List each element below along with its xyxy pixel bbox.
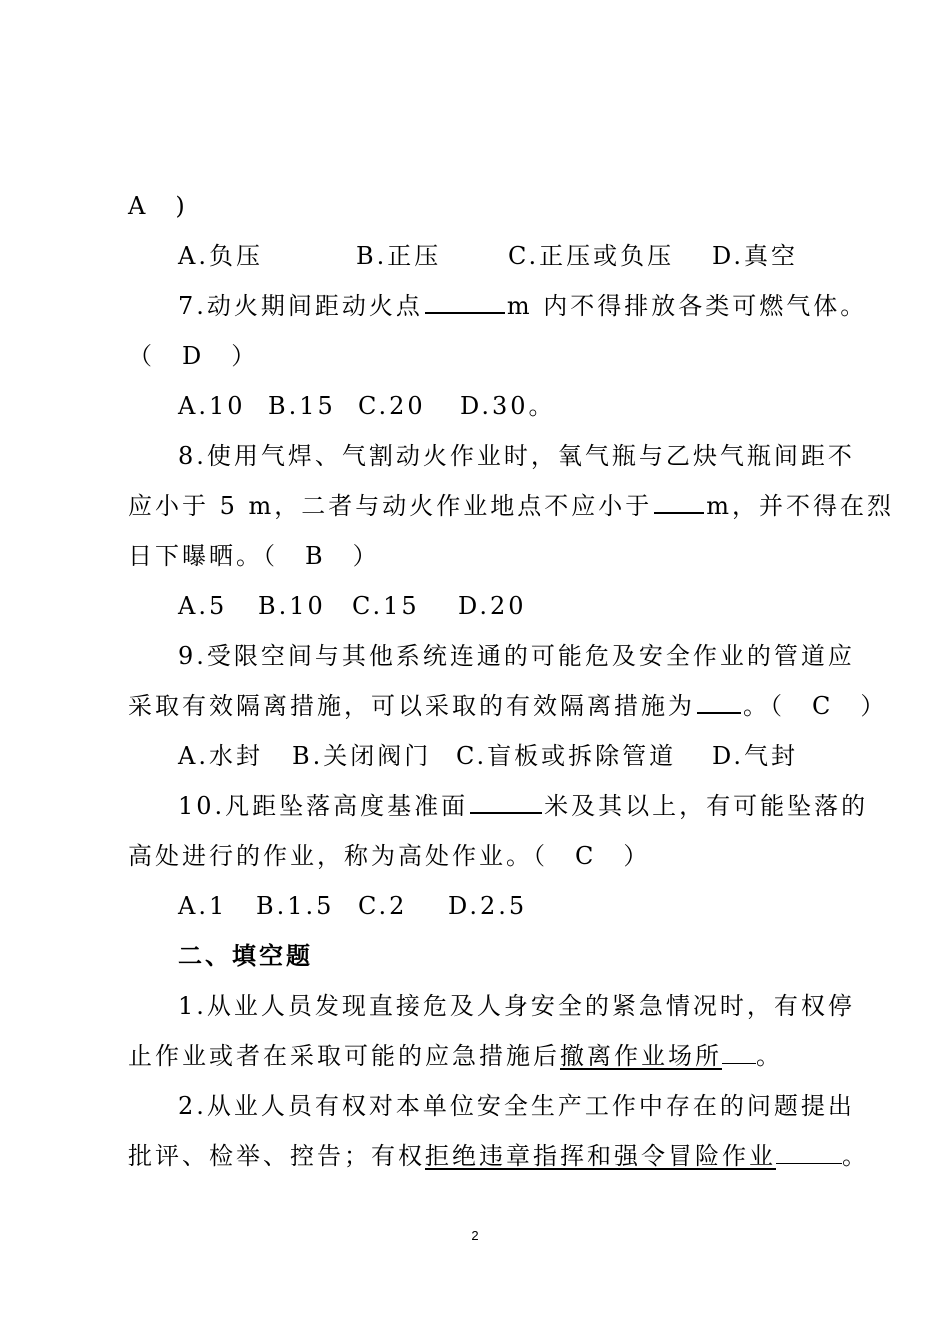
- q10-option-c: C.2: [358, 892, 408, 920]
- q8-blank: [654, 490, 704, 514]
- q10-line-2: 高处进行的作业，称为高处作业。（ C ）: [128, 842, 651, 870]
- q6-option-b: B.正压: [356, 242, 442, 270]
- q10-line-1: [0, 790, 950, 822]
- q9-blank: [697, 690, 741, 714]
- q8-option-b: B.10: [258, 592, 326, 620]
- f2-text-b: 。: [842, 1142, 869, 1170]
- q8-option-a: A.5: [178, 592, 228, 620]
- f2-line-1: 2.从业人员有权对本单位安全生产工作中存在的问题提出: [178, 1092, 855, 1120]
- q7-option-c: C.20: [358, 392, 426, 420]
- q10-blank: [470, 790, 542, 814]
- f2-answer: 拒绝违章指挥和强令冒险作业: [425, 1142, 776, 1170]
- q8-line-3: 日下曝晒。（ B ）: [128, 542, 380, 570]
- q7-option-a: A.10: [178, 392, 246, 420]
- q9-option-d: D.气封: [712, 742, 799, 770]
- q8-options: [0, 590, 950, 622]
- q6-answer-tail: A ): [128, 192, 188, 220]
- q7-blank: [425, 290, 505, 314]
- q9-line-2: [0, 690, 950, 722]
- q10-option-d: D.2.5: [448, 892, 528, 920]
- q9-line-1: 9.受限空间与其他系统连通的可能危及安全作业的管道应: [178, 642, 855, 670]
- f1-line-2: [0, 1040, 950, 1072]
- q10-option-b: B.1.5: [256, 892, 335, 920]
- q9-options: [0, 740, 950, 772]
- q9-option-c: C.盲板或拆除管道: [456, 742, 677, 770]
- q10-text-a: 10.凡距坠落高度基准面: [178, 792, 469, 820]
- page-number: 2: [471, 1228, 479, 1243]
- q9-text-a: 采取有效隔离措施，可以采取的有效隔离措施为: [128, 692, 695, 720]
- q9-option-b: B.关闭阀门: [292, 742, 432, 770]
- q6-options: [0, 240, 950, 272]
- q7-option-b: B.15: [268, 392, 336, 420]
- q10-options: [0, 890, 950, 922]
- q6-option-a: A.负压: [178, 242, 263, 270]
- f2-line-2: [0, 1140, 950, 1172]
- q7-options: [0, 390, 950, 422]
- q8-option-c: C.15: [352, 592, 420, 620]
- f1-text-b: 。: [756, 1042, 783, 1070]
- q8-text-b: m，并不得在烈: [706, 492, 895, 520]
- f2-answer-underline: [776, 1141, 842, 1164]
- q7-text-b: m 内不得排放各类可燃气体。: [506, 292, 868, 320]
- q8-text-a: 应小于 5 m，二者与动火作业地点不应小于: [128, 492, 653, 520]
- f1-answer-underline: [722, 1041, 756, 1064]
- q9-option-a: A.水封: [178, 742, 263, 770]
- f1-text-a: 止作业或者在采取可能的应急措施后: [128, 1042, 560, 1070]
- f2-text-a: 批评、检举、控告；有权: [128, 1142, 425, 1170]
- q7-option-d: D.30。: [460, 392, 556, 420]
- q10-text-b: 米及其以上，有可能坠落的: [544, 792, 869, 820]
- f1-answer: 撤离作业场所: [560, 1042, 722, 1070]
- q7-question: [0, 290, 950, 322]
- section-2-title: 二、填空题: [178, 942, 313, 970]
- q6-option-d: D.真空: [712, 242, 799, 270]
- q9-text-b: 。（ C ）: [743, 692, 888, 720]
- q7-answer: （ D ）: [128, 342, 259, 370]
- q8-line-1: 8.使用气焊、气割动火作业时，氧气瓶与乙炔气瓶间距不: [178, 442, 855, 470]
- q10-option-a: A.1: [178, 892, 228, 920]
- q6-option-c: C.正压或负压: [508, 242, 675, 270]
- q8-line-2: [0, 490, 950, 522]
- q7-text-a: 7.动火期间距动火点: [178, 292, 423, 320]
- q8-option-d: D.20: [458, 592, 527, 620]
- f1-line-1: 1.从业人员发现直接危及人身安全的紧急情况时，有权停: [178, 992, 855, 1020]
